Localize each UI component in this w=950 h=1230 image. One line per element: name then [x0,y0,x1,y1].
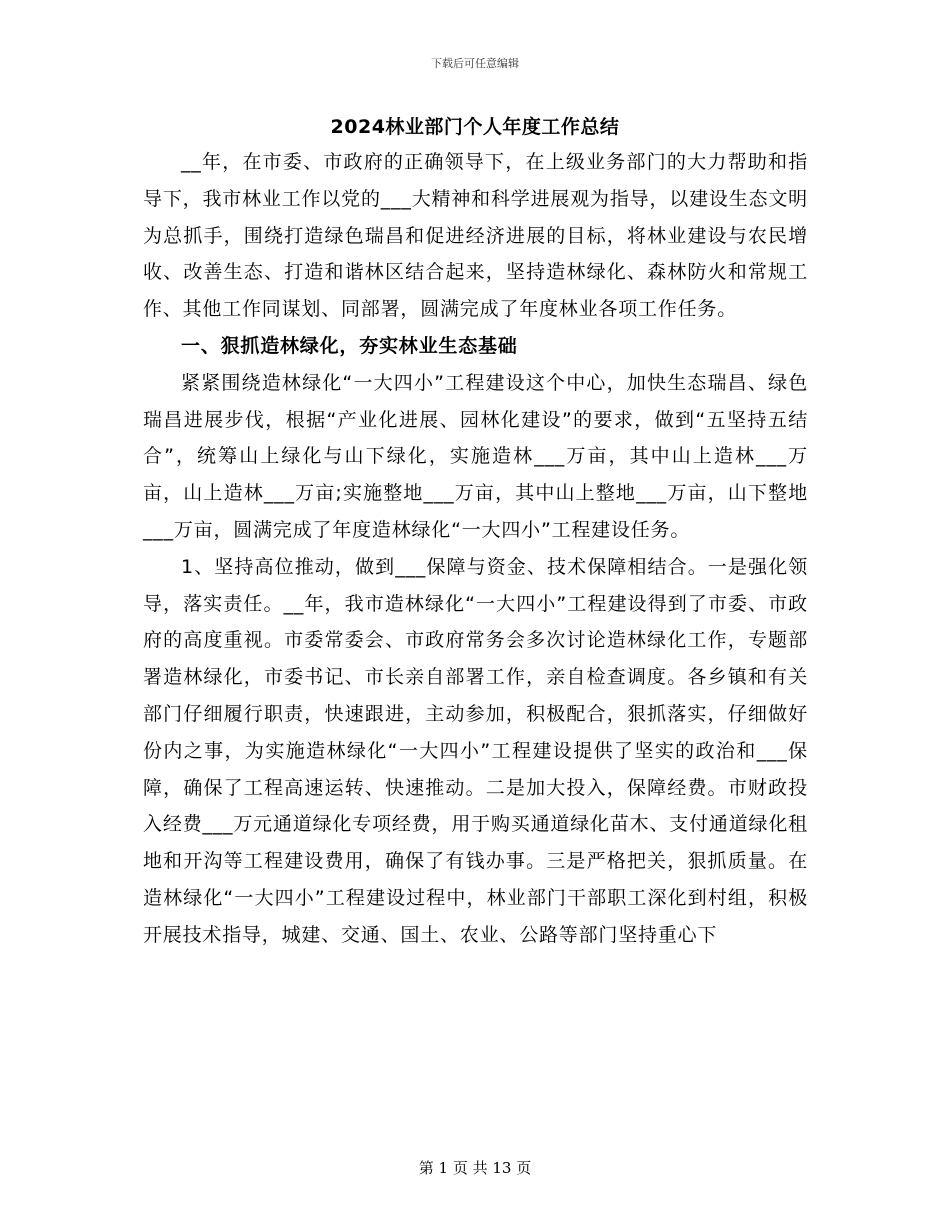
document-title: 2024林业部门个人年度工作总结 [330,116,620,138]
paragraph: 1、坚持高位推动，做到___保障与资金、技术保障相结合。一是强化领导，落实责任。__年，我市造林绿化“一大四小”工程建设得到了市委、市政府的高度重视。市委常委会、市政府常务会多次讨论造林绿化工作，专题部署造林绿化，市委书记、市长亲自部署工作，亲自检查调度。各乡镇和有关部门仔细履行职责，快速跟进，主动参加，积极配合，狠抓落实，仔细做好份内之事，为实施造林绿化“一大四小”工程建设提供了坚实的政治和___保障，确保了工程高速运转、快速推动。二是加大投入，保障经费。市财政投入经费___万元通道绿化专项经费，用于购买通道绿化苗木、支付通道绿化租地和开沟等工程建设费用，确保了有钱办事。三是严格把关，狠抓质量。在造林绿化“一大四小”工程建设过程中，林业部门干部职工深化到村组，积极开展技术指导，城建、交通、国土、农业、公路等部门坚持重心下 [143,555,808,946]
header-note: 下载后可任意编辑 [431,57,519,70]
section-heading: 一、狠抓造林绿化，夯实林业生态基础 [181,334,518,357]
page-number: 第 1 页 共 13 页 [418,1159,532,1177]
document-body [143,144,808,954]
paragraph-intro: __年，在市委、市政府的正确领导下，在上级业务部门的大力帮助和指导下，我市林业工作以党的___大精神和科学进展观为指导，以建设生态文明为总抓手，围绕打造绿色瑞昌和促进经济进展的目标，将林业建设与农民增收、改善生态、打造和谐林区结合起来，坚持造林绿化、森林防火和常规工作、其他工作同谋划、同部署，圆满完成了年度林业各项工作任务。 [143,151,808,321]
paragraph: 紧紧围绕造林绿化“一大四小”工程建设这个中心，加快生态瑞昌、绿色瑞昌进展步伐，根据“产业化进展、园林化建设”的要求，做到“五坚持五结合”，统筹山上绿化与山下绿化，实施造林___万亩，其中山上造林___万亩，山上造林___万亩;实施整地___万亩，其中山上整地___万亩，山下整地___万亩，圆满完成了年度造林绿化“一大四小”工程建设任务。 [143,371,808,541]
